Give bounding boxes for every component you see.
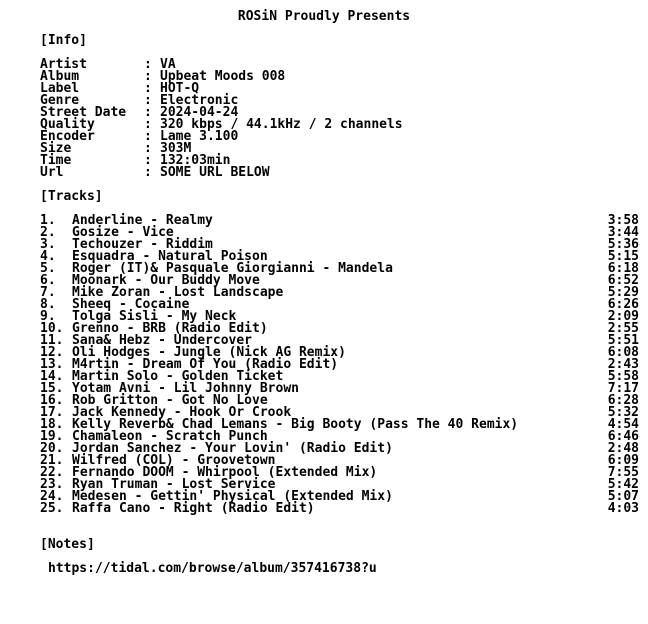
- info-key: Time: [40, 153, 72, 168]
- track-duration: 2:09: [607, 309, 639, 324]
- info-key: Quality: [40, 117, 95, 132]
- track-title: M4rtin - Dream Of You (Radio Edit): [72, 357, 339, 372]
- info-separator: :: [144, 129, 152, 144]
- info-value: 2024-04-24: [160, 105, 239, 120]
- track-number: 25.: [40, 501, 64, 516]
- info-separator: :: [144, 81, 152, 96]
- track-duration: 6:28: [607, 393, 639, 408]
- info-separator: :: [144, 69, 152, 84]
- info-value: Upbeat Moods 008: [160, 69, 286, 84]
- track-title: Rob Gritton - Got No Love: [72, 393, 268, 408]
- info-key: Size: [40, 141, 72, 156]
- track-number: 15.: [40, 381, 64, 396]
- info-separator: :: [144, 141, 152, 156]
- track-number: 9.: [40, 309, 56, 324]
- info-separator: :: [144, 93, 152, 108]
- track-duration: 5:51: [607, 333, 639, 348]
- track-title: Chamaleon - Scratch Punch: [72, 429, 268, 444]
- track-title: Medesen - Gettin' Physical (Extended Mix): [72, 489, 393, 504]
- track-number: 14.: [40, 369, 64, 384]
- track-title: Fernando DOOM - Whirpool (Extended Mix): [72, 465, 378, 480]
- info-separator: :: [144, 153, 152, 168]
- track-number: 1.: [40, 213, 56, 228]
- track-duration: 3:58: [607, 213, 639, 228]
- track-duration: 5:15: [607, 249, 639, 264]
- track-number: 21.: [40, 453, 64, 468]
- track-number: 7.: [40, 285, 56, 300]
- track-number: 6.: [40, 273, 56, 288]
- track-duration: 6:09: [607, 453, 639, 468]
- track-duration: 5:32: [607, 405, 639, 420]
- track-title: Jack Kennedy - Hook Or Crook: [72, 405, 292, 420]
- track-duration: 4:54: [607, 417, 639, 432]
- info-value: 132:03min: [160, 153, 231, 168]
- track-title: Yotam Avni - Lil Johnny Brown: [72, 381, 299, 396]
- info-value: SOME URL BELOW: [160, 165, 270, 180]
- track-duration: 4:03: [607, 501, 639, 516]
- track-number: 2.: [40, 225, 56, 240]
- page-title: ROSiN Proudly Presents: [237, 9, 411, 24]
- track-title: Moonark - Our Buddy Move: [72, 273, 260, 288]
- info-separator: :: [144, 105, 152, 120]
- track-title: Techouzer - Riddim: [72, 237, 213, 252]
- track-number: 4.: [40, 249, 56, 264]
- info-value: 303M: [160, 141, 192, 156]
- track-title: Raffa Cano - Right (Radio Edit): [72, 501, 315, 516]
- track-duration: 2:55: [607, 321, 639, 336]
- track-title: Wilfred (COL) - Groovetown: [72, 453, 276, 468]
- info-value: 320 kbps / 44.1kHz / 2 channels: [160, 117, 403, 132]
- track-title: Grenno - BRB (Radio Edit): [72, 321, 268, 336]
- info-key: Genre: [40, 93, 80, 108]
- info-value: Lame 3.100: [160, 129, 239, 144]
- track-number: 3.: [40, 237, 56, 252]
- track-duration: 6:26: [607, 297, 639, 312]
- track-title: Oli Hodges - Jungle (Nick AG Remix): [72, 345, 346, 360]
- track-number: 20.: [40, 441, 64, 456]
- track-duration: 2:43: [607, 357, 639, 372]
- track-number: 23.: [40, 477, 64, 492]
- info-separator: :: [144, 165, 152, 180]
- track-duration: 5:07: [607, 489, 639, 504]
- info-key: Album: [40, 69, 80, 84]
- track-title: Sheeq - Cocaine: [72, 297, 190, 312]
- track-title: Esquadra - Natural Poison: [72, 249, 268, 264]
- track-number: 19.: [40, 429, 64, 444]
- track-number: 18.: [40, 417, 64, 432]
- tracks-header: [Tracks]: [40, 189, 103, 204]
- track-duration: 6:46: [607, 429, 639, 444]
- track-duration: 7:55: [607, 465, 639, 480]
- track-title: Mike Zoran - Lost Landscape: [72, 285, 284, 300]
- track-duration: 5:29: [607, 285, 639, 300]
- track-number: 17.: [40, 405, 64, 420]
- track-title: Sana& Hebz - Undercover: [72, 333, 253, 348]
- track-duration: 2:48: [607, 441, 639, 456]
- track-duration: 3:44: [607, 225, 639, 240]
- track-number: 16.: [40, 393, 64, 408]
- track-number: 5.: [40, 261, 56, 276]
- info-key: Encoder: [40, 129, 95, 144]
- track-duration: 5:36: [607, 237, 639, 252]
- track-number: 22.: [40, 465, 64, 480]
- track-duration: 5:42: [607, 477, 639, 492]
- info-separator: :: [144, 57, 152, 72]
- track-number: 12.: [40, 345, 64, 360]
- track-title: Ryan Truman - Lost Service: [72, 477, 276, 492]
- track-duration: 6:18: [607, 261, 639, 276]
- info-separator: :: [144, 117, 152, 132]
- info-key: Label: [40, 81, 80, 96]
- track-duration: 7:17: [607, 381, 639, 396]
- track-title: Anderline - Realmy: [72, 213, 213, 228]
- info-value: Electronic: [160, 93, 239, 108]
- notes-header: [Notes]: [40, 537, 95, 552]
- track-title: Tolga Sisli - My Neck: [72, 309, 237, 324]
- info-key: Street Date: [40, 105, 127, 120]
- track-number: 24.: [40, 489, 64, 504]
- track-duration: 6:08: [607, 345, 639, 360]
- info-value: VA: [160, 57, 176, 72]
- track-number: 11.: [40, 333, 64, 348]
- track-duration: 6:52: [607, 273, 639, 288]
- track-number: 13.: [40, 357, 64, 372]
- track-title: Jordan Sanchez - Your Lovin' (Radio Edit): [72, 441, 393, 456]
- track-title: Martin Solo - Golden Ticket: [72, 369, 284, 384]
- track-title: Kelly Reverb& Chad Lemans - Big Booty (Pass The 40 Remix): [72, 417, 519, 432]
- info-header: [Info]: [40, 33, 87, 48]
- track-duration: 5:58: [607, 369, 639, 384]
- track-number: 8.: [40, 297, 56, 312]
- track-title: Gosize - Vice: [72, 225, 174, 240]
- track-number: 10.: [40, 321, 64, 336]
- notes-url[interactable]: https://tidal.com/browse/album/357416738?u: [48, 561, 377, 576]
- info-key: Url: [40, 165, 64, 180]
- info-key: Artist: [40, 57, 87, 72]
- track-title: Roger (IT)& Pasquale Giorgianni - Mandela: [72, 261, 393, 276]
- info-value: HOT-Q: [160, 81, 200, 96]
